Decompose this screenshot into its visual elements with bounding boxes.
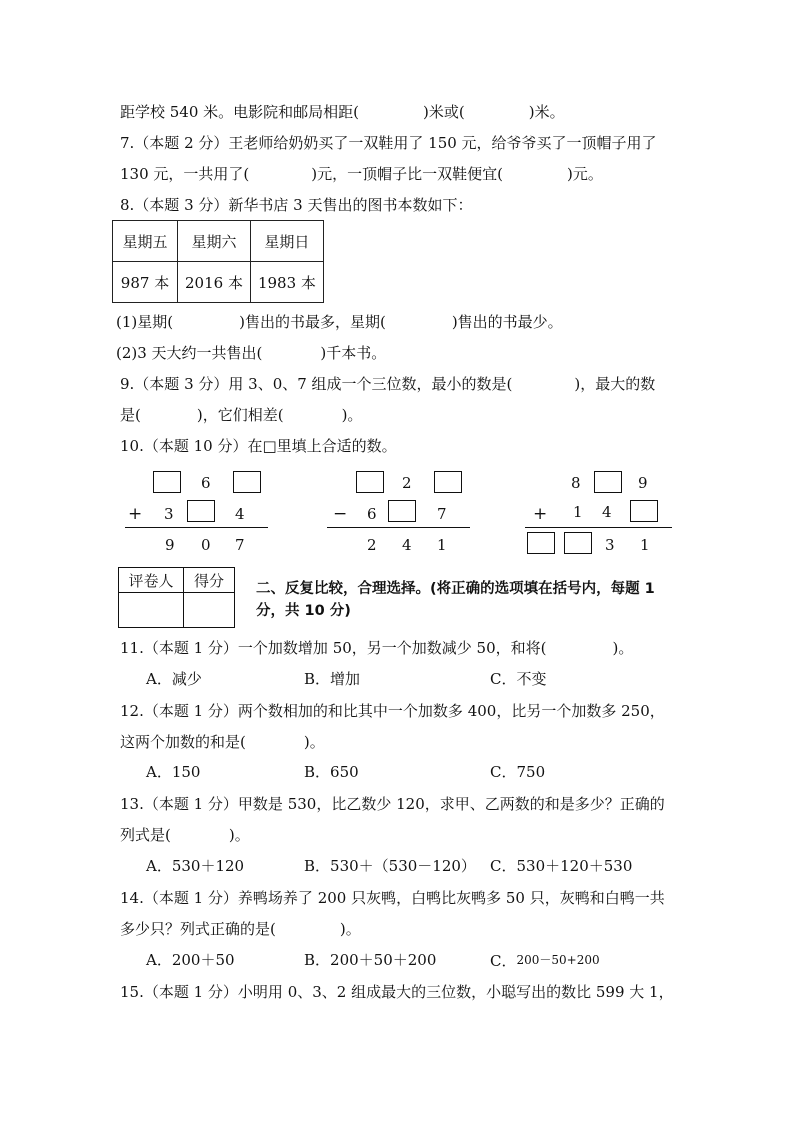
- text-segment: 130 元，一共用了(: [120, 165, 250, 183]
- question-11: [120, 638, 633, 658]
- option-a[interactable]: A．530＋120: [146, 857, 245, 875]
- table-cell: 星期六: [178, 221, 251, 262]
- digit: 7: [437, 505, 447, 523]
- text-segment: )售出的书最少。: [451, 313, 563, 331]
- digit: 0: [201, 536, 211, 554]
- option-c[interactable]: C．不变: [490, 670, 547, 688]
- text-segment: 距学校 540 米。电影院和邮局相距(: [120, 103, 360, 121]
- digit-box[interactable]: [527, 532, 555, 554]
- grading-box: [118, 567, 235, 628]
- option-b[interactable]: B．200＋50＋200: [304, 951, 437, 969]
- question-9-line2: [120, 405, 362, 425]
- digit: 1: [640, 536, 650, 554]
- digit: 1: [437, 536, 447, 554]
- text-segment: )，最大的数: [574, 375, 656, 393]
- text-segment: )。: [612, 639, 634, 657]
- question-7-line2: [120, 164, 603, 184]
- digit-box[interactable]: [153, 471, 181, 493]
- digit: 2: [367, 536, 377, 554]
- question-8-part1: [116, 312, 563, 332]
- sales-table: [112, 220, 324, 303]
- digit-box[interactable]: [233, 471, 261, 493]
- question-8-part2: [116, 343, 386, 363]
- digit-box[interactable]: [388, 500, 416, 522]
- option-b[interactable]: B．增加: [304, 670, 361, 688]
- digit-box[interactable]: [187, 500, 215, 522]
- table-cell: 1983 本: [250, 262, 323, 303]
- text-segment: )。: [228, 826, 250, 844]
- table-cell: 987 本: [113, 262, 178, 303]
- section-heading: 二、反复比较，合理选择。(将正确的选项填在括号内，每题 1 分，共 10 分): [256, 581, 655, 619]
- question-7-line1: 7.（本题 2 分）王老师给奶奶买了一双鞋用了 150 元，给爷爷买了一顶帽子用了: [120, 134, 657, 152]
- text-segment: )元，一顶帽子比一双鞋便宜(: [311, 165, 503, 183]
- text-segment: 列式是(: [120, 826, 171, 844]
- text-segment: 是(: [120, 406, 141, 424]
- digit-box[interactable]: [594, 471, 622, 493]
- text-segment: (2)3 天大约一共售出(: [116, 344, 263, 362]
- option-b[interactable]: B．650: [304, 763, 359, 781]
- digit: 2: [402, 474, 412, 492]
- reviewer-cell[interactable]: [119, 593, 184, 628]
- option-label: C．: [490, 952, 517, 970]
- sum-line: [525, 527, 672, 528]
- option-a[interactable]: A．减少: [146, 670, 202, 688]
- digit: 1: [573, 503, 583, 521]
- digit: 3: [164, 505, 174, 523]
- score-cell[interactable]: [184, 593, 235, 628]
- text-segment: 11.（本题 1 分）一个加数增加 50，另一个加数减少 50，和将(: [120, 639, 547, 657]
- text-segment: )米或(: [423, 103, 465, 121]
- option-b[interactable]: B．530＋（530－120）: [304, 857, 476, 875]
- question-14-line1: 14.（本题 1 分）养鸭场养了 200 只灰鸭，白鸭比灰鸭多 50 只，灰鸭和白鸭一共: [120, 889, 665, 907]
- digit: 4: [235, 505, 245, 523]
- text-segment: 9.（本题 3 分）用 3、0、7 组成一个三位数，最小的数是(: [120, 375, 513, 393]
- text-segment: )，它们相差(: [196, 406, 284, 424]
- text-segment: )元。: [566, 165, 603, 183]
- digit: 3: [605, 536, 615, 554]
- plus-sign: +: [128, 504, 143, 524]
- question-12-line2: [120, 732, 325, 752]
- digit: 4: [402, 536, 412, 554]
- text-segment: (1)星期(: [116, 313, 174, 331]
- digit-box[interactable]: [434, 471, 462, 493]
- question-14-line2: [120, 919, 361, 939]
- digit-box[interactable]: [630, 500, 658, 522]
- text-segment: 这两个加数的和是(: [120, 733, 246, 751]
- table-cell: 星期日: [250, 221, 323, 262]
- digit: 9: [638, 474, 648, 492]
- question-9-line1: [120, 374, 655, 394]
- question-13-line2: [120, 825, 250, 845]
- question-13-line1: 13.（本题 1 分）甲数是 530，比乙数少 120，求甲、乙两数的和是多少？正确的: [120, 795, 665, 813]
- option-a[interactable]: A．150: [146, 763, 201, 781]
- digit: 8: [571, 474, 581, 492]
- digit: 7: [235, 536, 245, 554]
- text-segment: )售出的书最多，星期(: [239, 313, 386, 331]
- sum-line: [125, 527, 268, 528]
- table-cell: 2016 本: [178, 262, 251, 303]
- text-segment: )。: [303, 733, 325, 751]
- digit: 6: [201, 474, 211, 492]
- table-cell: 星期五: [113, 221, 178, 262]
- score-label: 得分: [184, 568, 235, 593]
- text-segment: 多少只？列式正确的是(: [120, 920, 276, 938]
- text-segment: )千本书。: [320, 344, 387, 362]
- difference-line: [327, 527, 470, 528]
- table-row: [113, 262, 324, 303]
- option-a[interactable]: A．200＋50: [146, 951, 235, 969]
- question-15-line1: 15.（本题 1 分）小明用 0、3、2 组成最大的三位数，小聪写出的数比 599 大 1，: [120, 983, 674, 1001]
- question-8: 8.（本题 3 分）新华书店 3 天售出的图书本数如下：: [120, 196, 473, 214]
- option-c[interactable]: C．530＋120＋530: [490, 857, 633, 875]
- text-segment: )。: [341, 406, 363, 424]
- reviewer-label: 评卷人: [119, 568, 184, 593]
- minus-sign: −: [333, 504, 348, 524]
- digit: 6: [367, 505, 377, 523]
- question-12-line1: 12.（本题 1 分）两个数相加的和比其中一个加数多 400，比另一个加数多 250，: [120, 702, 665, 720]
- digit-box[interactable]: [564, 532, 592, 554]
- question-10: 10.（本题 10 分）在□里填上合适的数。: [120, 437, 397, 455]
- option-expression: 200－50+200: [516, 953, 600, 967]
- option-c[interactable]: C．750: [490, 763, 546, 781]
- digit-box[interactable]: [356, 471, 384, 493]
- question6-continuation: [120, 102, 565, 122]
- digit: 4: [602, 503, 612, 521]
- digit: 9: [165, 536, 175, 554]
- table-header-row: [113, 221, 324, 262]
- text-segment: )。: [339, 920, 361, 938]
- text-segment: )米。: [528, 103, 565, 121]
- plus-sign: +: [533, 504, 548, 524]
- option-c[interactable]: [490, 950, 600, 971]
